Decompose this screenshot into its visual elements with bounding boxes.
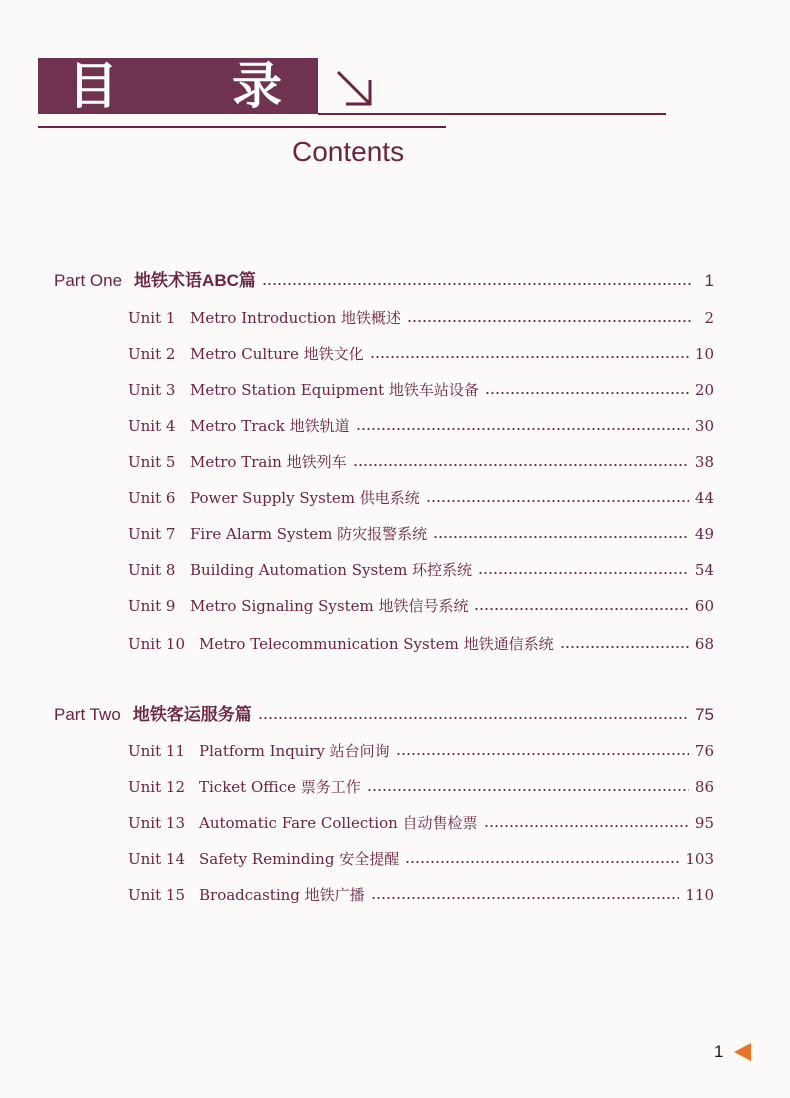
unit-title: Platform Inquiry 站台问询 (199, 742, 390, 760)
title-char-lu: 录 (232, 56, 282, 115)
unit-label: Unit 5 (128, 453, 176, 471)
unit-label: Unit 2 (128, 345, 176, 363)
title-char-mu: 目 (68, 56, 118, 115)
page-number: 103 (685, 850, 714, 868)
page-number: 49 (694, 525, 714, 543)
dot-leader (560, 646, 689, 648)
unit-title: Automatic Fare Collection 自动售检票 (199, 814, 478, 832)
page-number: 1 (704, 271, 714, 290)
unit-label: Unit 11 (128, 742, 185, 760)
part-label: Part One (54, 271, 123, 290)
part-title: 地铁术语ABC篇 (134, 271, 256, 290)
page-number: 10 (694, 345, 714, 363)
toc-unit-9[interactable] (128, 593, 714, 619)
page-number: 54 (694, 561, 714, 579)
page-number: 76 (694, 742, 714, 760)
toc-unit-8[interactable] (128, 557, 714, 583)
page-marker-triangle-icon (733, 1042, 753, 1062)
page-number: 30 (694, 417, 714, 435)
dot-leader (262, 283, 692, 285)
dot-leader (370, 356, 689, 358)
toc-unit-5[interactable] (128, 449, 714, 475)
page-number: 38 (694, 453, 714, 471)
page-number: 110 (685, 886, 714, 904)
page-number: 68 (694, 635, 714, 653)
part-title: 地铁客运服务篇 (132, 705, 252, 724)
toc-unit-1[interactable] (128, 305, 714, 331)
footer-page-number: 1 (714, 1042, 724, 1061)
part-label: Part Two (54, 705, 121, 724)
toc-unit-14[interactable] (128, 846, 714, 872)
dot-leader (356, 428, 689, 430)
unit-title: Metro Signaling System 地铁信号系统 (190, 597, 469, 615)
dot-leader (396, 753, 689, 755)
dot-leader (353, 464, 689, 466)
toc-unit-13[interactable] (128, 810, 714, 836)
toc-unit-7[interactable] (128, 521, 714, 547)
toc-part-one[interactable] (54, 268, 714, 294)
toc-unit-15[interactable] (128, 882, 714, 908)
unit-label: Unit 8 (128, 561, 176, 579)
toc-unit-3[interactable] (128, 377, 714, 403)
unit-title: Metro Train 地铁列车 (190, 453, 347, 471)
dot-leader (433, 536, 689, 538)
header-rule-top (318, 113, 666, 115)
toc-unit-6[interactable] (128, 485, 714, 511)
unit-label: Unit 10 (128, 635, 185, 653)
unit-label: Unit 4 (128, 417, 176, 435)
dot-leader (474, 608, 688, 610)
dot-leader (371, 897, 680, 899)
unit-title: Building Automation System 环控系统 (190, 561, 473, 579)
unit-title: Broadcasting 地铁广播 (199, 886, 365, 904)
unit-label: Unit 3 (128, 381, 176, 399)
dot-leader (367, 789, 689, 791)
page-number: 20 (694, 381, 714, 399)
dot-leader (485, 392, 689, 394)
unit-label: Unit 12 (128, 778, 185, 796)
unit-label: Unit 9 (128, 597, 176, 615)
dot-leader (478, 572, 689, 574)
contents-heading: Contents (292, 136, 405, 167)
unit-title: Metro Track 地铁轨道 (190, 417, 350, 435)
unit-title: Metro Telecommunication System 地铁通信系统 (199, 635, 554, 653)
dot-leader (426, 500, 689, 502)
unit-label: Unit 14 (128, 850, 185, 868)
toc-unit-12[interactable] (128, 774, 714, 800)
arrow-down-right-icon (334, 68, 376, 110)
unit-label: Unit 7 (128, 525, 176, 543)
page-number: 75 (695, 705, 714, 724)
toc-unit-2[interactable] (128, 341, 714, 367)
page-number: 2 (704, 309, 714, 327)
unit-title: Safety Reminding 安全提醒 (199, 850, 400, 868)
unit-label: Unit 1 (128, 309, 176, 327)
dot-leader (407, 320, 692, 322)
unit-label: Unit 15 (128, 886, 185, 904)
toc-part-two[interactable] (54, 702, 714, 728)
dot-leader (405, 861, 679, 863)
unit-title: Power Supply System 供电系统 (190, 489, 420, 507)
header-rule-bottom (38, 126, 446, 128)
toc-unit-11[interactable] (128, 738, 714, 764)
unit-title: Metro Station Equipment 地铁车站设备 (190, 381, 479, 399)
toc-unit-10[interactable] (128, 631, 714, 657)
unit-label: Unit 13 (128, 814, 185, 832)
unit-title: Fire Alarm System 防灾报警系统 (190, 525, 428, 543)
page-number: 44 (694, 489, 714, 507)
toc-unit-4[interactable] (128, 413, 714, 439)
unit-title: Metro Introduction 地铁概述 (190, 309, 401, 327)
dot-leader (484, 825, 689, 827)
dot-leader (258, 717, 689, 719)
page-number: 60 (694, 597, 714, 615)
page-number: 95 (694, 814, 714, 832)
page-number: 86 (694, 778, 714, 796)
unit-label: Unit 6 (128, 489, 176, 507)
unit-title: Metro Culture 地铁文化 (190, 345, 364, 363)
unit-title: Ticket Office 票务工作 (199, 778, 361, 796)
